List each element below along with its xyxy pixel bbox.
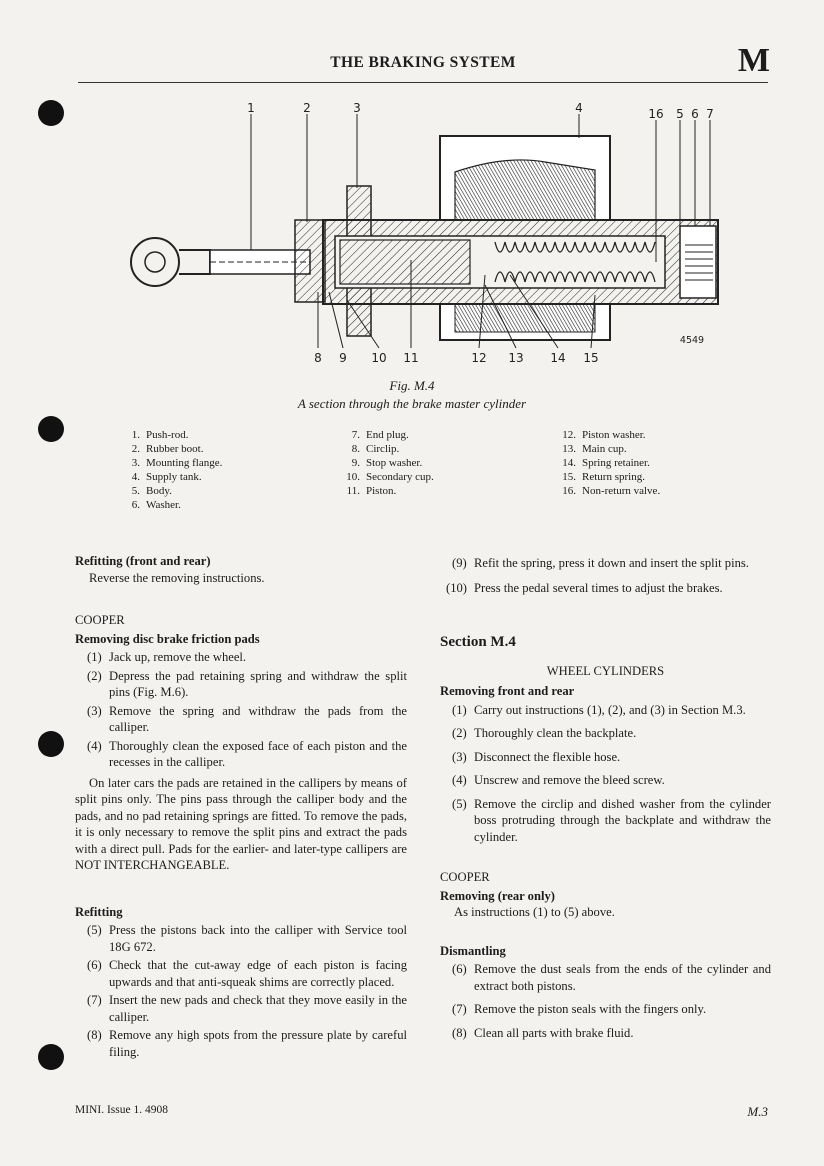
list-item: (6) Remove the dust seals from the ends of the cylinder and extract both pistons. <box>452 962 771 993</box>
list-item: (4) Thoroughly clean the exposed face of each piston and the recesses in the calliper. <box>87 738 407 769</box>
list-item: (4) Unscrew and remove the bleed screw. <box>452 773 665 787</box>
legend-item: 16. Non-return valve. <box>562 485 661 497</box>
refitting-text: Reverse the removing instructions. <box>89 570 265 585</box>
punch-hole <box>38 100 64 126</box>
legend-item: 4. Supply tank. <box>131 471 202 483</box>
right-column <box>440 553 771 1041</box>
figure-label: 14 <box>550 351 566 365</box>
figure-label: 13 <box>508 351 524 365</box>
list-item: (7) Remove the piston seals with the fingers only. <box>452 1002 707 1016</box>
legend-item: 6. Washer. <box>131 499 181 511</box>
list-item: (7) Insert the new pads and check that they move easily in the calliper. <box>87 993 407 1024</box>
list-item: (10) Press the pedal several times to adjust the brakes. <box>446 580 723 595</box>
removing-rear-text: As instructions (1) to (5) above. <box>454 905 615 919</box>
list-item: (8) Remove any high spots from the pressure plate by careful filing. <box>87 1028 407 1059</box>
refitting-heading: Refitting <box>75 904 123 919</box>
figure-label: 10 <box>371 351 387 365</box>
list-item: (5) Press the pistons back into the calliper with Service tool 18G 672. <box>87 923 407 954</box>
legend-item: 8. Circlip. <box>351 443 400 455</box>
list-item: (1) Jack up, remove the wheel. <box>87 650 247 664</box>
removing-rear-heading: Removing (rear only) <box>440 888 555 903</box>
footer-left: MINI. Issue 1. 4908 <box>75 1104 168 1116</box>
legend-item: 1. Push-rod. <box>131 429 189 441</box>
list-item: (5) Remove the circlip and dished washer from the cylinder boss protruding through the backplate and withdraw the cylinder. <box>452 796 771 844</box>
figure-label: 8 <box>314 351 322 365</box>
page-header <box>78 42 770 83</box>
figure-label: 5 <box>676 107 684 121</box>
list-item: (2) Depress the pad retaining spring and withdraw the split pins (Fig. M.6). <box>87 668 407 699</box>
figure-number: Fig. M.4 <box>389 378 435 393</box>
legend-item: 5. Body. <box>131 485 172 497</box>
removing-heading: Removing front and rear <box>440 684 575 698</box>
section-subtitle: WHEEL CYLINDERS <box>546 663 665 678</box>
master-cylinder-diagram <box>125 100 725 375</box>
cooper-label: COOPER <box>440 870 490 884</box>
legend-column <box>554 428 660 498</box>
cooper-label: COOPER <box>75 613 125 627</box>
list-item: (3) Disconnect the flexible hose. <box>452 749 621 764</box>
figure-label: 15 <box>583 351 599 365</box>
figure-label: 2 <box>303 101 311 115</box>
legend-column <box>338 428 434 498</box>
page-title: THE BRAKING SYSTEM <box>330 54 516 71</box>
figure-label: 9 <box>339 351 347 365</box>
figure-label: 16 <box>648 107 664 121</box>
figure-label: 4 <box>575 101 583 115</box>
figure-label: 12 <box>471 351 487 365</box>
figure-label: 6 <box>691 107 699 121</box>
punch-hole <box>38 1044 64 1070</box>
page-number: M.3 <box>747 1104 768 1119</box>
removing-heading: Removing disc brake friction pads <box>75 631 260 646</box>
legend-column <box>118 428 222 512</box>
legend-item: 2. Rubber boot. <box>131 443 204 455</box>
legend-item: 3. Mounting flange. <box>131 457 223 469</box>
list-item: (8) Clean all parts with brake fluid. <box>452 1025 634 1040</box>
list-item: (1) Carry out instructions (1), (2), and (3) in Section M.3. <box>452 702 746 717</box>
legend-item: 14. Spring retainer. <box>562 457 650 469</box>
figure-label: 7 <box>706 107 714 121</box>
figure-caption: A section through the brake master cylinder <box>297 396 527 411</box>
legend-item: 15. Return spring. <box>562 471 645 483</box>
legend-item: 10. Secondary cup. <box>346 471 434 483</box>
legend-item: 12. Piston washer. <box>562 429 646 441</box>
punch-hole <box>38 731 64 757</box>
legend-item: 13. Main cup. <box>562 443 627 455</box>
legend-item: 11. Piston. <box>346 485 397 497</box>
figure-code: 4549 <box>679 335 705 346</box>
list-item: (3) Remove the spring and withdraw the pads from the calliper. <box>87 703 407 734</box>
figure-label: 11 <box>403 351 419 365</box>
left-column <box>75 553 407 1060</box>
legend-item: 7. End plug. <box>351 429 409 441</box>
legend-item: 9. Stop washer. <box>351 457 423 469</box>
figure-label: 1 <box>247 101 255 115</box>
list-item: (2) Thoroughly clean the backplate. <box>452 726 637 740</box>
section-title: Section M.4 <box>440 634 516 650</box>
dismantling-heading: Dismantling <box>440 943 506 958</box>
figure-label: 3 <box>353 101 361 115</box>
list-item: (9) Refit the spring, press it down and insert the split pins. <box>452 556 749 570</box>
body-paragraph: On later cars the pads are retained in the callipers by means of split pins only. The pins pass through the calliper body and the pads, and no pad retaining springs are fitted. To remove the pads, it is only necessary to remove the split pins and extract the pads with a direct pull. Pads for the earlier- and later-type callipers are NOT INTERCHANGEABLE. <box>75 775 407 872</box>
list-item: (6) Check that the cut-away edge of each piston is facing upwards and that anti-squeak shims are correctly placed. <box>87 958 407 989</box>
refitting-heading: Refitting (front and rear) <box>75 554 211 568</box>
punch-hole <box>38 416 64 442</box>
section-letter: M <box>737 42 770 79</box>
